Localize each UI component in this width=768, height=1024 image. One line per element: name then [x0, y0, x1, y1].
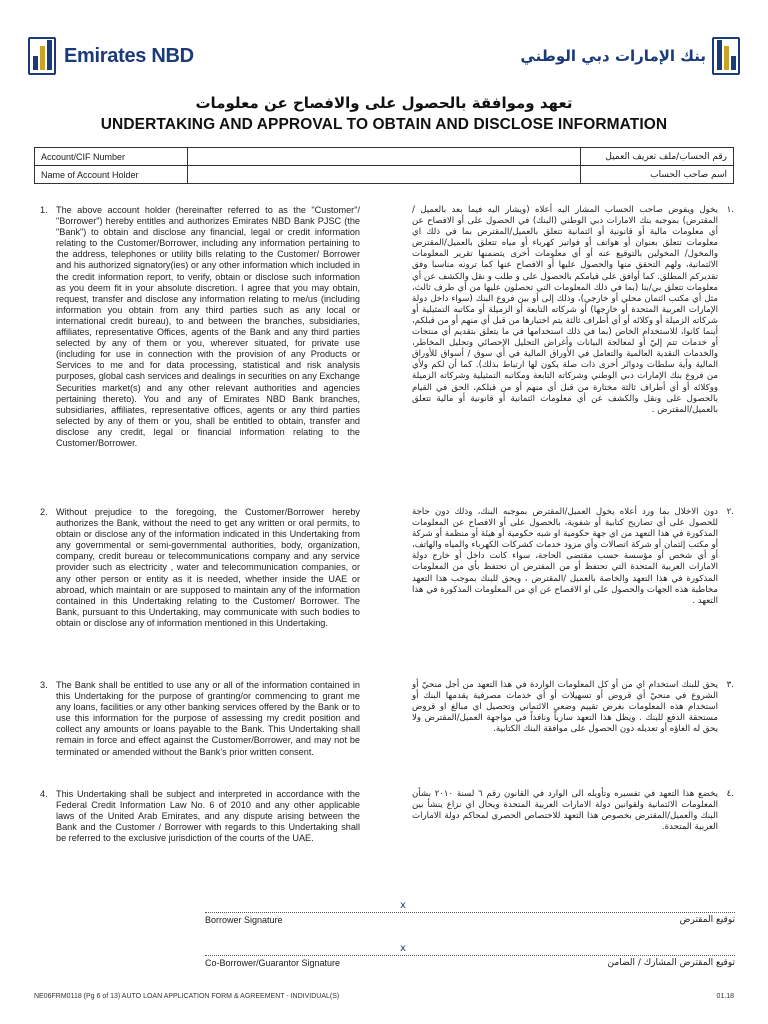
clause-number: 3.	[40, 680, 48, 690]
borrower-signature-label: Borrower Signature	[205, 915, 283, 925]
logo-text-en: Emirates NBD	[64, 44, 194, 67]
clause-2-ar	[412, 507, 734, 629]
logo-text-ar: بنك الإمارات دبي الوطني	[520, 47, 706, 65]
account-holder-label: Name of Account Holder	[35, 166, 188, 184]
clause-text-ar: يخول ويفوض صاحب الحساب المشار اليه أعلاه (ويشار اليه فيما بعد بالعميل /المقترض) بموجبه بنك الامارات دبي الوطني (البنك) في الحصول على أو الافصاح عن أي معلومات مالية أو قانونية أو ائتمانية تتعلق بالعميل/المقترض بما في ذلك اي معلومات تتعلق بعنوان أو هواتف أو فواتير كهرباء أو مياه تتعلق بالعميل/المقترض والمخول/ المخولين بالتوقيع عنه أو أي معلومات أخرى يتضمنها تقرير المعلومات الائتمانية، ولهم التحقق منها والحصول عليها أو الافصاح عنها كما ترونه مناسبا وفق تقديركم المطلق. كما أوافق على قيامكم بالحصول على و طلب و نقل والكشف عن أي معلومات تتعلق بي/بنا (بما في ذلك المعلومات التي تحصلون عليها من أي طرف ثالث، مثل أي مكتب ائتمان محلي أو خارجي)، وذلك إلى أو بين فروع البنك (سواء داخل دولة الإمارات العربية المتحدة أو خارجها) أو شركاته التابعة أو الزميلة أو مكاتبه التمثيلية أو شركاته الزميلة أو وكلائه أو أي أطراف ثالثة يتم اختيارها من قبل أي منهم أو من قبلكم، أينما كانوا، للاستخدام الخاص (بما في ذلك استخدامها في ما يتعلق بتقديم أي منتجات أو خدمات تتم إليّ أو لمعالجة البيانات وأغراض التحليل الإحصائي وتحليل المخاطر، والخدمات النقدية العالمية والتعامل في الأوراق المالية في أي سوق / أسواق للأوراق المالية وأية سلطات ودوائر أخرى ذات صلة يكون لها ارتباط بذلك). كما أن لكم ولأي من فروع بنك الإمارات دبي الوطني وشركاته التابعة ومكاتبه التمثيلية وشركاته الزميلة ووكلائه أو أي أطراف ثالثة مختارة من قبل أي منهم أو من قبلكم، الحق في القيام بالحصول على ونقل والكشف عن أي معلومات ائتمانية أو قانونية أو مالية تتعلق بالعميل/المقترض .	[412, 205, 718, 415]
clause-number-ar: .٣	[726, 680, 734, 690]
clause-text-en: The Bank shall be entitled to use any or all of the information contained in this Undertaking for the purpose of granting/or commencing to grant me any loans, facilities or any other banking services offered by the Bank or to use this information for the purpose of assessing my credit position and collect any amounts or loans payable to the Bank. This Undertaking shall remain in force and effect against the Customer/Borrower, and may not be terminated or amended without the Bank's prior written consent.	[56, 680, 360, 757]
clause-text-en: This Undertaking shall be subject and interpreted in accordance with the Federal Credit Information Law No. 6 of 2010 and any other applicable laws of the United Arab Emirates, and any dispute arising between the Bank and the Customer / Borrower with regards to this Undertaking shall be referred to the exclusive jurisdiction of the courts of the UAE.	[56, 789, 360, 844]
clause-number: 2.	[40, 507, 48, 517]
clause-text-ar: يخضع هذا التعهد في تفسيره وتأويله الى الوارد في القانون رقم ٦ لسنة ٢٠١٠ بشأن المعلومات الائتمانية ولقوانين دولة الامارات العربية المتحدة ويحال اي نزاع ينشأ بين البنك والعميل/المقترض بخصوص هذا التعهد للاختصاص الحصري لمحاكم دولة الامارات العربية المتحدة.	[412, 789, 718, 833]
footer-version: 01.18	[716, 993, 734, 1000]
clause-text-ar: دون الاخلال بما ورد أعلاه يخول العميل/المقترض بموجبه البنك، وذلك دون حاجة للحصول على أي تصاريح كتابية أو شفوية، بالحصول على أو الافصاح عن المعلومات المذكورة في هذا التعهد من اي جهة حكومية او شبه حكومية أو هيئة أو منظمة أو شركة أو مكتب إئتمان أو شركة اتصالات وأي مزود خدمات كشركات الكهرباء والمياه والهاتف، أو أي شخص أو مؤسسة حسب مقتضى الحاجة، سواء كانت داخل أو خارج دولة الامارات العربية المتحدة التي تحتفظ أو من المفترض ان تحتفظ بأي من المعلومات المذكورة في هذا التعهد والخاصة بالعميل /المقترض ، ويحق للبنك بموجب هذا التعهد مخاطبة هذه الجهات والحصول على او الافصاح عن اي من المعلومات المذكورة في هذا التعهد .	[412, 507, 718, 606]
account-cif-label: Account/CIF Number	[35, 148, 188, 166]
clause-1	[34, 205, 734, 449]
table-row	[35, 148, 734, 166]
coborrower-signature-label: Co-Borrower/Guarantor Signature	[205, 958, 341, 968]
coborrower-signature-line[interactable]	[205, 955, 735, 956]
clause-number: 4.	[40, 789, 48, 799]
account-holder-field[interactable]	[188, 166, 581, 184]
signature-x-mark: x	[400, 900, 406, 911]
clause-3-en	[34, 680, 360, 758]
clause-4-en	[34, 789, 360, 844]
clause-4	[34, 789, 734, 844]
clause-text-en: Without prejudice to the foregoing, the Customer/Borrower hereby authorizes the Bank, without the need to get any written or oral permits, to obtain or disclose any of the information indicated in this Undertaking from any governmental or semi-governmental authorities, body, organization, company, credit bureau or telecommunications company and any service provider such as electricity , water and telecommunication companies, or any other person or entity as it is needed, whether inside the UAE or abroad, which maintain or are supposed to maintain any of the information contained in this Undertaking relating to the Customer/ Borrower. The Bank, pursuant to this Undertaking, may communicate with such bodies to obtain or disclose any of information mentioned in this Undertaking.	[56, 507, 360, 628]
borrower-signature-label-ar: توقيع المقترض	[679, 915, 735, 925]
clause-number-ar: .٢	[726, 507, 734, 517]
bank-logo-icon	[28, 37, 56, 75]
emirates-nbd-logo-ar	[520, 36, 740, 76]
borrower-signature-line[interactable]	[205, 912, 735, 913]
clause-text-en: The above account holder (hereinafter referred to as the "Customer"/ "Borrower") hereby entitles and authorizes Emirates NBD Bank PJSC (the "Bank") to obtain and disclose any financial, legal or credit information relating to the Customer/Borrower, including any information pertaining to the address, telephones or utility bills relating to the Customer/ Borrower and his authorized signatory(ies) or any other information which included in the credit information report, to verify, obtain or disclose such information as you deem fit in your absolute discretion. I agree that you may obtain, request, transfer and disclose any information relating to me/us (including information you obtain from any third parties such as any local or international credit bureau), to and between the branches, subsidiaries, affiliates, representative Offices, agents of the Bank and any third parties selected by any of them or you, wherever situated, for private use (including for use in connection with the provision of any Products or Services to me and for data processing, statistical and risk analysis purposes, global cash services and dealings in securities on any Exchange Securities market(s) and any other relevant authorities and agencies pertaining thereto). You and any of Emirates NBD Bank branches, subsidiaries, affiliates, representative offices, agents or any third parties selected by any of them or you, shall be entitled to obtain, transfer and disclose any credit, legal or financial information relating to the Customer/Borrower.	[56, 205, 360, 448]
account-cif-label-ar: رقم الحساب/ملف تعريف العميل	[581, 148, 734, 166]
clause-3	[34, 680, 734, 758]
clause-number-ar: .٤	[726, 789, 734, 799]
account-cif-field[interactable]	[188, 148, 581, 166]
clause-3-ar	[412, 680, 734, 758]
page-footer	[34, 993, 734, 1000]
bank-logo-icon-ar	[712, 37, 740, 75]
clause-1-ar	[412, 205, 734, 449]
table-row	[35, 166, 734, 184]
page-title-ar: تعهد وموافقة بالحصول على والافصاح عن معلومات	[195, 94, 573, 112]
clause-number-ar: .١	[726, 205, 734, 215]
page-title-en: UNDERTAKING AND APPROVAL TO OBTAIN AND DISCLOSE INFORMATION	[100, 116, 668, 133]
clause-2-en	[34, 507, 360, 629]
account-holder-label-ar: اسم صاحب الحساب	[581, 166, 734, 184]
clause-1-en	[34, 205, 360, 449]
clause-4-ar	[412, 789, 734, 844]
signature-x-mark: x	[400, 943, 406, 954]
clause-text-ar: يحق للبنك استخدام اي من أو كل المعلومات الواردة في هذا التعهد من أجل منحيّ أو الشروع في منحيّ أي قروض أو تسهيلات أو أي خدمات مصرفية يقدمها البنك أو استخدام هذه المعلومات بغرض تقييم وضعي الائتماني وتحصيل اي مبالغ او قروض مستحقة الدفع للبنك . ويظل هذا التعهد سارياً ونافذاً في مواجهة العميل/المقترض ولا يحق له الغاؤه أو تعديله دون الحصول على موافقة البنك الكتابية.	[412, 680, 718, 735]
coborrower-signature-label-ar: توقيع المقترض المشارك / الضامن	[607, 958, 735, 968]
emirates-nbd-logo-en	[28, 36, 194, 76]
clause-number: 1.	[40, 205, 48, 215]
footer-form-code: NE06FRM0118 (Pg 6 of 13) AUTO LOAN APPLICATION FORM & AGREEMENT - INDIVIDUAL(S)	[34, 993, 340, 1000]
account-info-table	[34, 147, 734, 184]
clause-2	[34, 507, 734, 629]
